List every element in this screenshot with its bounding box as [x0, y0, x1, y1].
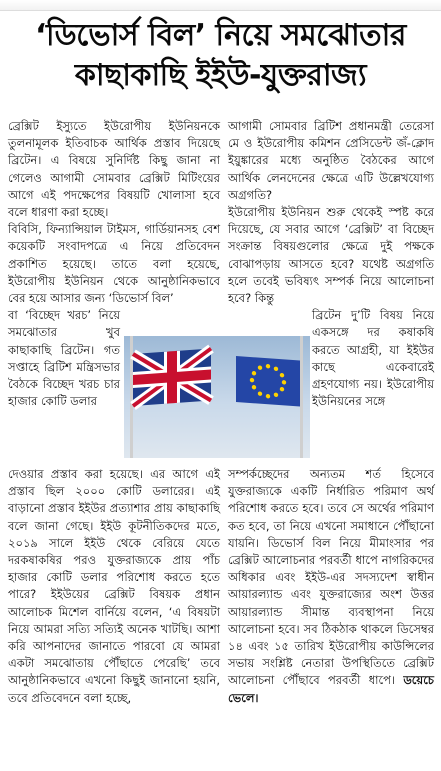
flags-image	[124, 336, 310, 458]
headline-line-2: কাছাকাছি ইইউ-যুক্তরাজ্য	[74, 58, 367, 93]
article-paragraph: বা ‘বিচ্ছেদ খরচ’ নিয়ে সমঝোতার খুব কাছাকাছি ব্রিটেন। গত সপ্তাহে ব্রিটিশ মন্ত্রিসভার বৈঠকে বিচ্ছেদ খরচ চার হাজার কোটি ডলার	[8, 308, 120, 409]
source-signature: ডয়েচে ভেলে।	[228, 673, 435, 705]
article-paragraph	[228, 466, 434, 707]
article-bottom	[8, 466, 434, 707]
eu-flag-pole	[300, 336, 303, 458]
uk-flag-pole	[130, 336, 133, 458]
headline-line-1: ‘ডিভোর্স বিল’ নিয়ে সমঝোতার	[35, 18, 406, 53]
union-jack-flag	[133, 349, 211, 406]
article-paragraph: ব্রিটেন দু’টি বিষয় নিয়ে একসঙ্গে দর কষাকষি করতে আগ্রহী, যা ইইউর কাছে একেবারেই গ্রহণযোগ্য নয়। ইউরোপীয় ইউনিয়নের সঙ্গে	[312, 308, 434, 409]
article-paragraph: আগামী সোমবার ব্রিটিশ প্রধানমন্ত্রী তেরেসা মে ও ইউরোপীয় কমিশন প্রেসিডেন্ট জঁ-ক্লোদ ইয়ুঙ্কারের মধ্যে অনুষ্ঠিত বৈঠকের আগে আর্থিক লেনদেনের ক্ষেত্রে এটি উল্লেখযোগ্য অগ্রগতি?	[228, 119, 434, 202]
top-rule	[0, 0, 441, 11]
article-paragraph: দেওয়ার প্রস্তাব করা হয়েছে। এর আগে এই প্রস্তাব ছিল ২০০০ কোটি ডলারের। এই বাড়ানো প্রস্তাব ইইউর প্রত্যাশার প্রায় কাছাকাছি বলে জানা গেছে। ইইউ কূটনীতিকদের মতে, ২০১৯ সালে ইইউ থেকে বেরিয়ে যেতে দরকষাকষির পরও যুক্তরাজ্যকে প্রায় পাঁচ হাজার কোটি ডলার পরিশোধ করতে হতে পারে? ইইউয়ের ব্রেক্সিট বিষয়ক প্রধান আলোচক মিশেল বার্নিয়ে বলেন, ‘এ বিষয়টা নিয়ে আমরা সত্যি সত্যিই অনেক খাটছি। আশা করি আপনাদের জানাতে পারবো যে আমরা একটা সমঝোতায় পৌঁছাতে পেরেছি’ তবে আনুষ্ঠানিকভাবে এখনো কিছুই জানানো হয়নি, তবে প্রতিবেদনে বলা হচ্ছে,	[8, 467, 220, 705]
flags-photo	[124, 336, 310, 458]
headline	[8, 16, 433, 96]
article-text: সম্পর্কচ্ছেদের অন্যতম শর্ত হিসেবে যুক্তরাজ্যকে একটি নির্ধারিত পরিমাণ অর্থ পরিশোধ করতে হবে। তবে সে অর্থের পরিমাণ কত হবে, তা নিয়ে এখনো সমাধানে পৌঁছানো যায়নি। ডিভোর্স বিল নিয়ে মীমাংসার পর ব্রেক্সিট আলোচনার পরবর্তী ধাপে নাগরিকদের অধিকার এবং ইইউ-এর সদস্যদেশ স্বাধীন আয়ারল্যান্ড এবং যুক্তরাজ্যের অংশ উত্তর আয়ারল্যান্ড সীমান্ত ব্যবস্থাপনা নিয়ে আলোচনা হবে। সব ঠিকঠাক থাকলে ডিসেম্বর ১৪ এবং ১৫ তারিখ ইউরোপীয় কাউন্সিলের সভায় সংশ্লিষ্ট নেতারা উপস্থিতিতে ব্রেক্সিট আলোচনা পৌঁছাবে পরবর্তী ধাপে।	[228, 467, 434, 688]
article-paragraph: ব্রেক্সিট ইস্যুতে ইউরোপীয় ইউনিয়নকে তুলনামূলক ইতিবাচক আর্থিক প্রস্তাব দিয়েছে ব্রিটেন। এ বিষয়ে সুনির্দিষ্ট কিছু জানা না গেলেও আগামী সোমবার ব্রেক্সিট মিটিংয়ের আগে এই পদক্ষেপের বিষয়টি খোলাসা হবে বলে ধারণা করা হচ্ছে।	[8, 119, 220, 220]
article-paragraph: ইউরোপীয় ইউনিয়ন শুরু থেকেই স্পষ্ট করে দিয়েছে, যে সবার আগে ‘ব্রেক্সিট’ বা বিচ্ছেদ সংক্রান্ত বিষয়গুলোর ক্ষেত্রে দুই পক্ষকে বোঝাপড়ায় আসতে হবে? যথেষ্ট অগ্রগতি হলে তবেই ভবিষ্যৎ সম্পর্ক নিয়ে আলোচনা হবে? কিন্তু	[228, 205, 434, 306]
eu-flag	[236, 356, 300, 406]
article-paragraph: বিবিসি, ফিন্যান্সিয়াল টাইমস, গার্ডিয়ানসহ বেশ কয়েকটি সংবাদপত্রে এ নিয়ে প্রতিবেদন প্রকাশিত হয়েছে। তাতে বলা হয়েছে, ইউরোপীয় ইউনিয়ন থেকে আনুষ্ঠানিকভাবে বের হয়ে আসার জন্য ‘ডিভোর্স বিল’	[8, 222, 220, 306]
